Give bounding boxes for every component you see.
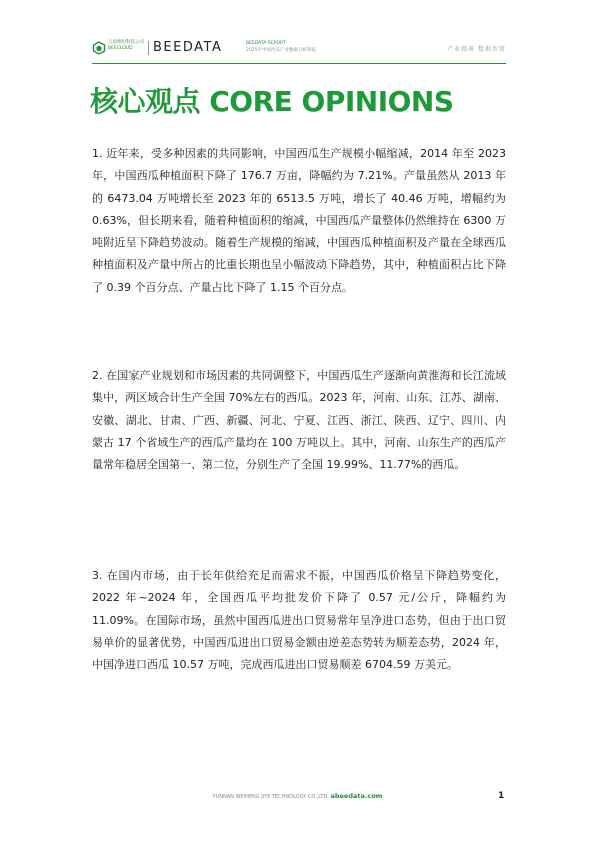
report-title: BEEDATA REPORT bbox=[246, 41, 286, 46]
logo-divider bbox=[148, 41, 149, 55]
report-label bbox=[246, 41, 316, 54]
brand-name: BEEDATA bbox=[153, 40, 223, 55]
header-divider bbox=[92, 63, 506, 64]
page-number: 1 bbox=[498, 791, 505, 801]
company-logo-text bbox=[108, 40, 144, 52]
footer-company: YUNNAN WEIHENG JIYE TECHNOLOGY CO.,LTD. bbox=[212, 794, 329, 800]
bee-logo-icon bbox=[92, 41, 106, 55]
footer-website: abeedata.com bbox=[330, 792, 383, 800]
logo-en-name: BEECLOUD bbox=[108, 46, 133, 51]
logo-cn-name: 云南维恒科技公司 bbox=[108, 40, 144, 45]
page-header bbox=[92, 36, 506, 64]
page-title: 核心观点 CORE OPINIONS bbox=[90, 85, 454, 118]
report-subtitle: 2025年中国西瓜产业数据分析简报 bbox=[246, 47, 316, 53]
paragraph-1: 1. 近年来，受多种因素的共同影响，中国西瓜生产规模小幅缩减，2014 年至 2023 年，中国西瓜种植面积下降了 176.7 万亩，降幅约为 7.21%。产量虽然从 2013 年的 6473.04 万吨增长至 2023 年的 6513.5 万吨，增长了 40.46 万吨，增幅约为 0.63%，但长期来看，随着种植面积的缩减，中国西瓜产量整体仍然维持在 6300 万吨附近呈下降趋势波动。随着生产规模的缩减，中国西瓜种植面积及产量在全球西瓜种植面积及产量中所占的比重长期也呈小幅波动下降趋势，其中，种植面积占比下降了 0.39 个百分点、产量占比下降了 1.15 个百分点。 bbox=[92, 147, 506, 294]
page-footer bbox=[0, 792, 595, 800]
paragraph-2: 2. 在国家产业规划和市场因素的共同调整下，中国西瓜生产逐渐向黄淮海和长江流域集中，两区域合计生产全国 70%左右的西瓜。2023 年，河南、山东、江苏、湖南、安徽、湖北、甘肃、广西、新疆、河北、宁夏、江西、浙江、陕西、辽宁、四川、内蒙古 17 个省域生产的西瓜产量均在 100 万吨以上。其中，河南、山东生产的西瓜产量常年稳居全国第一、第二位，分别生产了全国 19.99%、11.77%的西瓜。 bbox=[92, 369, 506, 472]
paragraph-3: 3. 在国内市场，由于长年供给充足而需求不振，中国西瓜价格呈下降趋势变化，2022 年~2024 年，全国西瓜平均批发价下降了 0.57 元/公斤，降幅约为 11.09%。在国际市场，虽然中国西瓜进出口贸易常年呈净进口态势，但由于出口贸易单价的显著优势，中国西瓜进出口贸易金额由逆差态势转为顺差态势，2024 年，中国净进口西瓜 10.57 万吨，完成西瓜进出口贸易顺差 6704.59 万美元。 bbox=[92, 569, 506, 672]
header-tagline: 产业精研 数据智简 bbox=[447, 46, 506, 53]
